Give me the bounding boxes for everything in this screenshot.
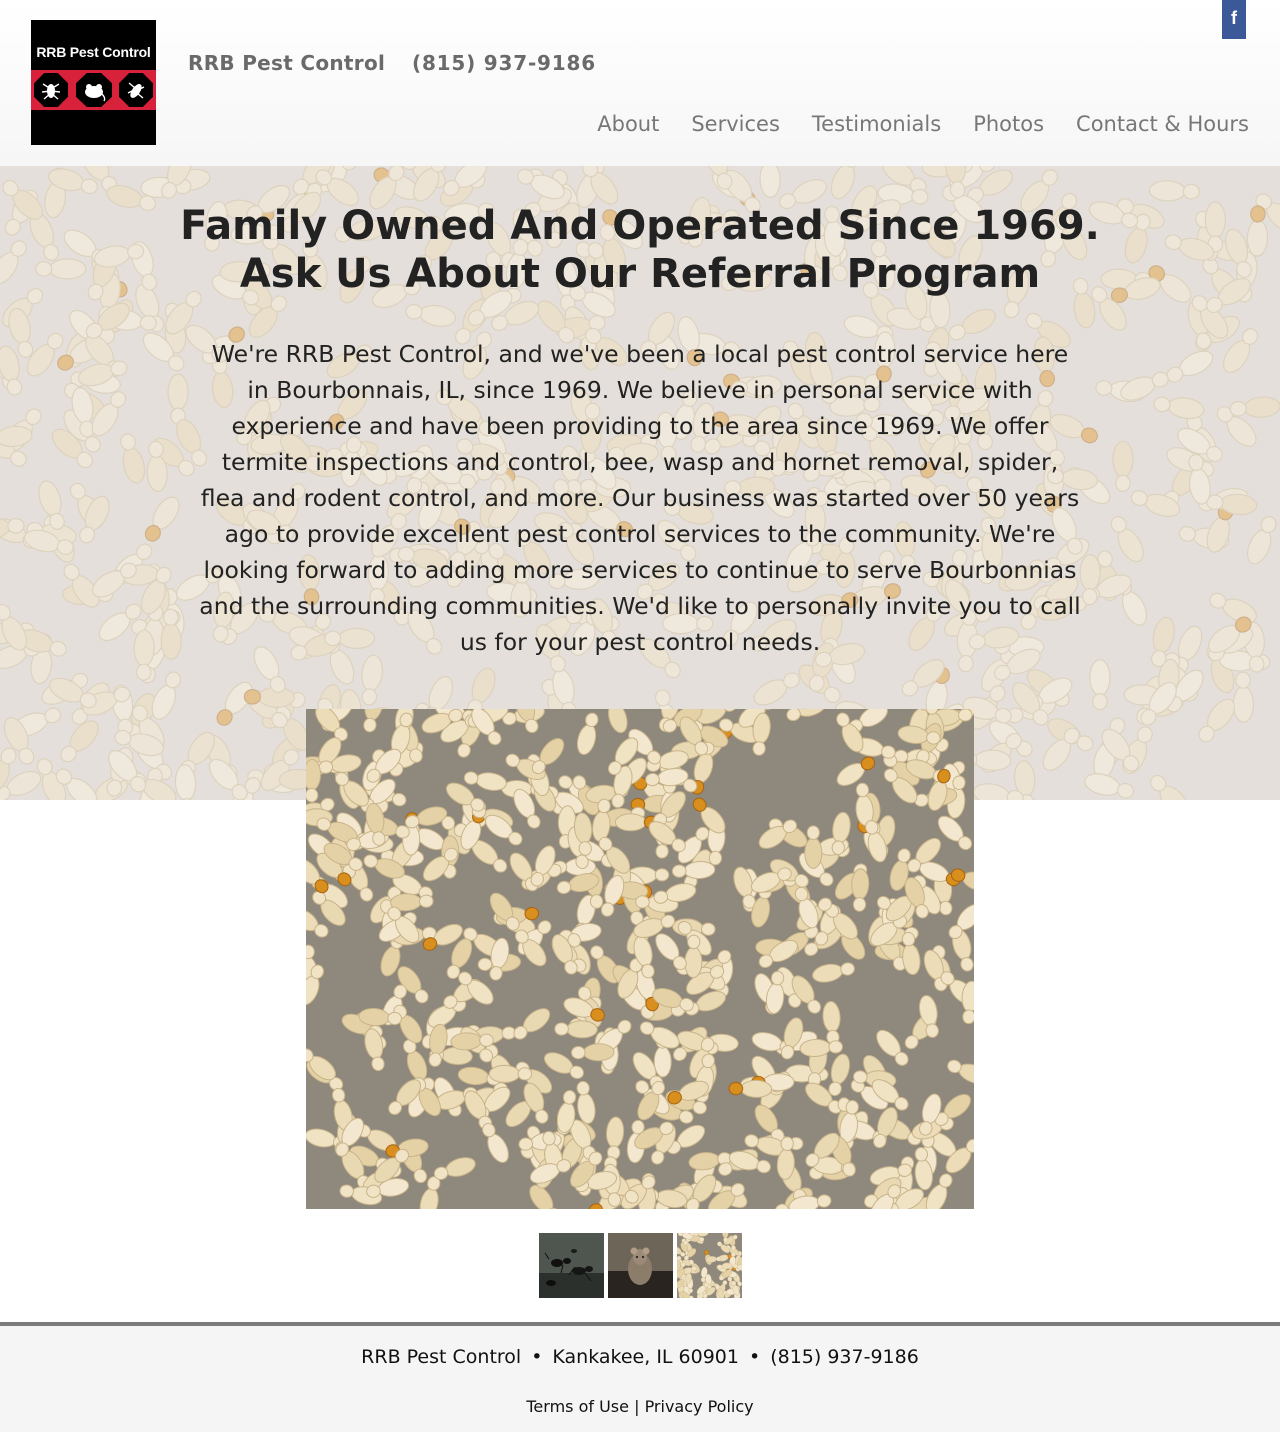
footer-links — [0, 1397, 1280, 1416]
privacy-link[interactable]: Privacy Policy — [644, 1397, 754, 1416]
hero-description: We're RRB Pest Control, and we've been a local pest control service here in Bourbonnais, IL, since 1969. We believe in personal service with experience and have been providing to the area since 1969. We offer termite inspections and control, bee, wasp and hornet removal, spider, flea and rodent control, and more. Our business was started over 50 years ago to provide excellent pest control services to the community. We're looking forward to adding more services to continue to serve Bourbonnias and the surrounding communities. We'd like to personally invite you to call us for your pest control needs. — [199, 340, 1081, 656]
thumbnail-ants[interactable] — [539, 1233, 604, 1298]
footer-divider: | — [634, 1397, 640, 1416]
footer-separator: • — [748, 1346, 761, 1368]
logo-text: RRB Pest Control — [36, 44, 151, 60]
footer-separator: • — [531, 1346, 543, 1368]
nav-photos[interactable]: Photos — [973, 112, 1045, 136]
termites-photo — [306, 709, 974, 1209]
main-gallery-photo[interactable] — [306, 709, 974, 1209]
footer-phone[interactable]: (815) 937-9186 — [770, 1346, 919, 1368]
footer-location: Kankakee, IL 60901 — [552, 1346, 739, 1368]
termites-photo — [677, 1233, 742, 1298]
hero-title — [140, 202, 1140, 298]
facebook-icon: f — [1231, 8, 1237, 28]
terms-link[interactable]: Terms of Use — [526, 1397, 629, 1416]
footer-business: RRB Pest Control — [361, 1346, 522, 1368]
ants-photo — [539, 1233, 604, 1298]
main-nav — [597, 112, 1249, 136]
nav-testimonials[interactable]: Testimonials — [811, 112, 942, 136]
hero-section — [0, 166, 1280, 800]
nav-services[interactable]: Services — [691, 112, 780, 136]
facebook-button[interactable] — [1222, 0, 1246, 39]
brand-name[interactable]: RRB Pest Control — [188, 51, 386, 75]
header-phone[interactable]: (815) 937-9186 — [412, 51, 596, 75]
hero-title-line2: Ask Us About Our Referral Program — [239, 251, 1041, 297]
site-footer — [0, 1322, 1280, 1432]
nav-about[interactable]: About — [597, 112, 660, 136]
site-header — [0, 0, 1280, 166]
gallery-thumbnails — [539, 1233, 742, 1298]
thumbnail-mouse[interactable] — [608, 1233, 673, 1298]
nav-contact-hours[interactable]: Contact & Hours — [1076, 112, 1249, 136]
mouse-photo — [608, 1233, 673, 1298]
logo[interactable] — [31, 20, 156, 145]
hero-title-line1: Family Owned And Operated Since 1969. — [180, 203, 1100, 249]
thumbnail-termites[interactable] — [677, 1233, 742, 1298]
footer-contact — [0, 1346, 1280, 1368]
